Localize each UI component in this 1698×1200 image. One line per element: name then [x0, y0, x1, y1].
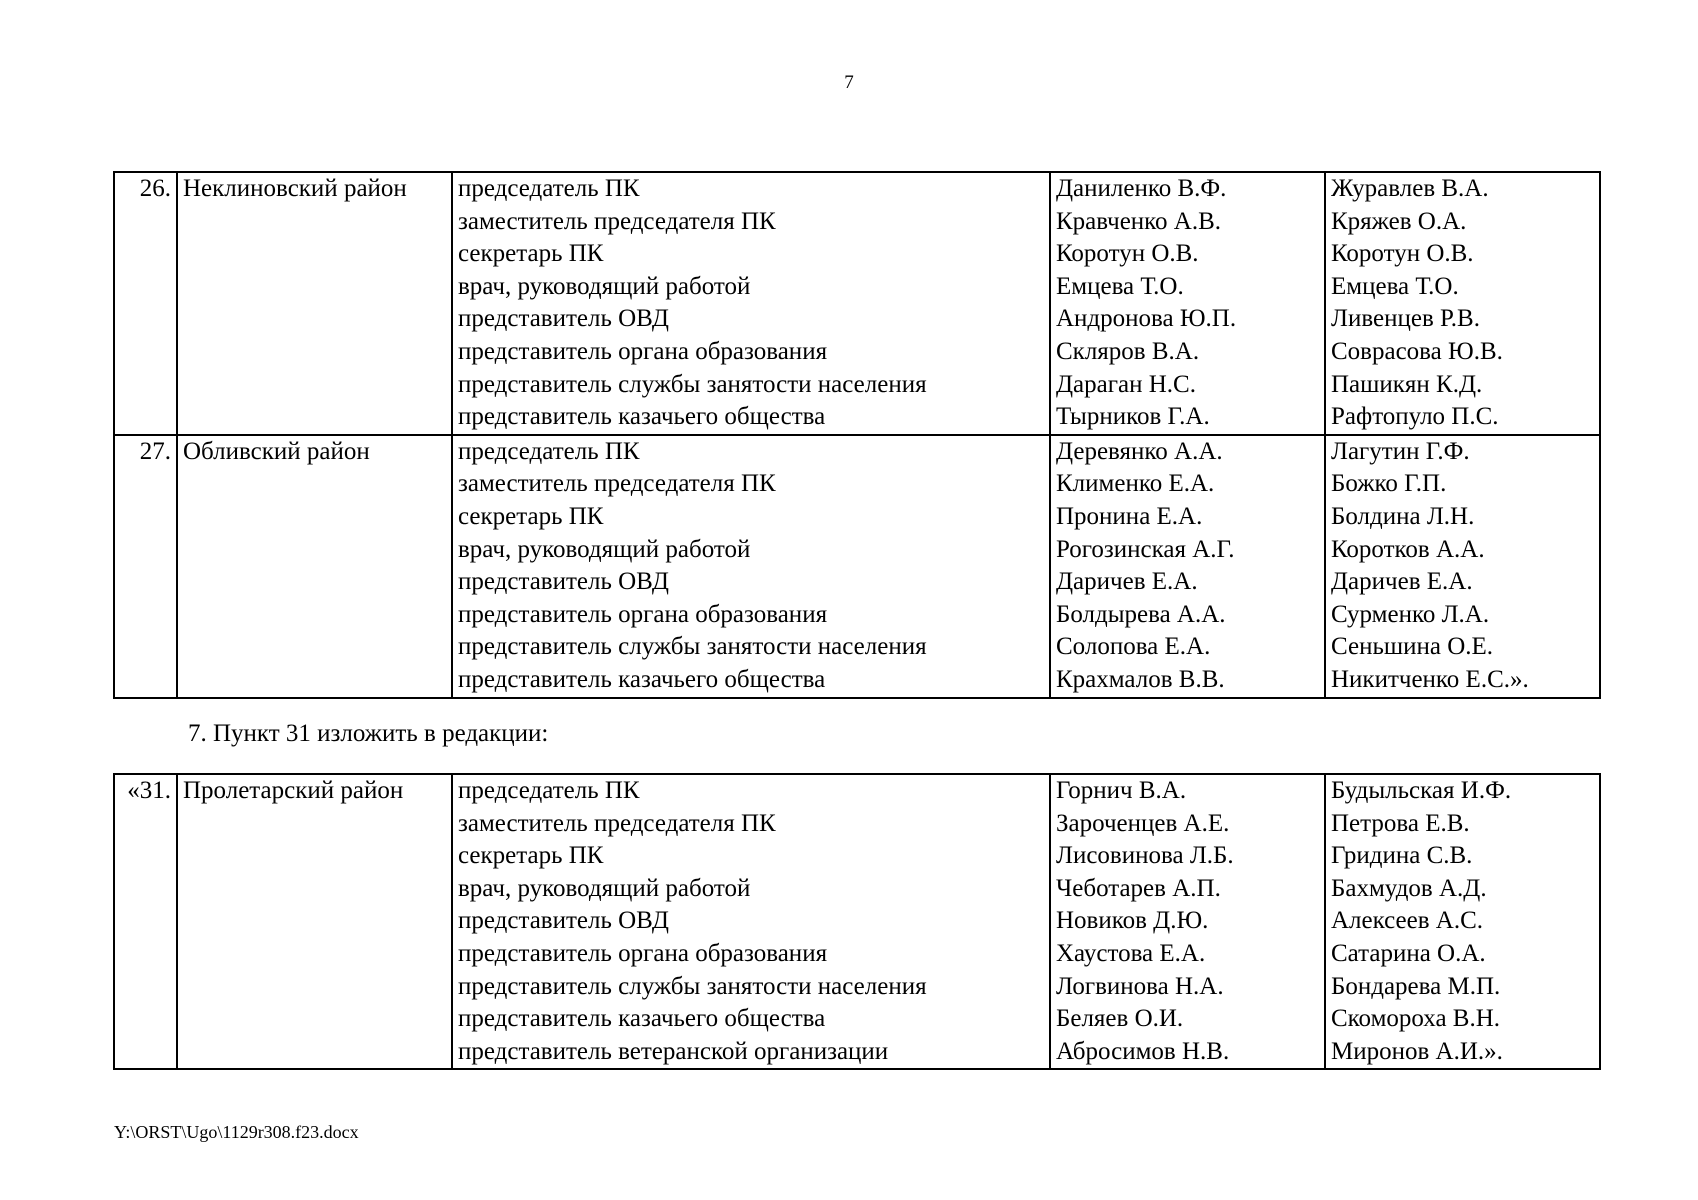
role-line: секретарь ПК [458, 502, 604, 530]
reserves-cell [1325, 774, 1600, 1069]
reserves-cell [1325, 435, 1600, 698]
table-row [114, 172, 1600, 435]
member-name: Абросимов Н.В. [1056, 1037, 1230, 1065]
row-number: 26. [114, 172, 177, 435]
role-line: представитель казачьего общества [458, 403, 826, 431]
member-name: Клименко Е.А. [1056, 470, 1215, 498]
role-line: представитель ветеранской организации [458, 1037, 889, 1065]
reserve-name: Коротков А.А. [1331, 535, 1485, 563]
role-line: заместитель председателя ПК [458, 809, 776, 837]
role-line: представитель ОВД [458, 907, 669, 935]
reserve-name: Лагутин Г.Ф. [1331, 437, 1470, 465]
role-line: представитель казачьего общества [458, 1005, 826, 1033]
role-line: заместитель председателя ПК [458, 207, 776, 235]
role-line: представитель органа образования [458, 600, 828, 628]
roles-cell [452, 435, 1050, 698]
member-name: Даричев Е.А. [1056, 568, 1198, 596]
members-cell [1050, 435, 1325, 698]
member-name: Беляев О.И. [1056, 1005, 1184, 1033]
role-line: представитель службы занятости населения [458, 370, 927, 398]
role-line: председатель ПК [458, 437, 640, 465]
table-row [114, 435, 1600, 698]
reserve-name: Ливенцев Р.В. [1331, 305, 1480, 333]
reserve-name: Алексеев А.С. [1331, 907, 1484, 935]
role-line: секретарь ПК [458, 240, 604, 268]
role-line: врач, руководящий работой [458, 535, 751, 563]
member-name: Тырников Г.А. [1056, 403, 1210, 431]
footer-file-path: Y:\ORST\Ugo\1129r308.f23.docx [114, 1122, 359, 1142]
page-number: 7 [844, 72, 854, 93]
member-name: Логвинова Н.А. [1056, 972, 1224, 1000]
reserve-name: Журавлев В.А. [1331, 175, 1489, 202]
member-name: Даниленко В.Ф. [1056, 175, 1227, 202]
member-name: Емцева Т.О. [1056, 272, 1184, 300]
reserve-name: Пашикян К.Д. [1331, 370, 1483, 398]
members-cell [1050, 774, 1325, 1069]
member-name: Дараган Н.С. [1056, 370, 1196, 398]
reserve-name: Сурменко Л.А. [1331, 600, 1490, 628]
district-name: Пролетарский район [177, 774, 452, 1069]
reserve-name: Скомороха В.Н. [1331, 1005, 1501, 1033]
role-line: представитель казачьего общества [458, 665, 826, 693]
roles-cell [452, 172, 1050, 435]
member-name: Болдырева А.А. [1056, 600, 1226, 628]
role-line: представитель ОВД [458, 568, 669, 596]
reserve-name: Божко Г.П. [1331, 470, 1447, 498]
role-line: врач, руководящий работой [458, 874, 751, 902]
reserves-cell [1325, 172, 1600, 435]
member-name: Горнич В.А. [1056, 777, 1187, 804]
commission-table-a [113, 171, 1601, 699]
reserve-name: Петрова Е.В. [1331, 809, 1470, 837]
reserve-name: Коротун О.В. [1331, 240, 1474, 268]
reserve-name: Болдина Л.Н. [1331, 502, 1475, 530]
members-cell [1050, 172, 1325, 435]
member-name: Чеботарев А.П. [1056, 874, 1221, 902]
role-line: заместитель председателя ПК [458, 470, 776, 498]
district-name: Обливский район [177, 435, 452, 698]
member-name: Пронина Е.А. [1056, 502, 1203, 530]
member-name: Хаустова Е.А. [1056, 939, 1206, 967]
reserve-name: Бахмудов А.Д. [1331, 874, 1487, 902]
reserve-name: Сеньшина О.Е. [1331, 633, 1494, 661]
member-name: Солопова Е.А. [1056, 633, 1211, 661]
commission-table-b [113, 773, 1601, 1070]
member-name: Крахмалов В.В. [1056, 665, 1225, 693]
role-line: представитель ОВД [458, 305, 669, 333]
reserve-name: Кряжев О.А. [1331, 207, 1467, 235]
table-row [114, 774, 1600, 1069]
member-name: Коротун О.В. [1056, 240, 1199, 268]
reserve-name: Соврасова Ю.В. [1331, 337, 1503, 365]
reserve-name: Емцева Т.О. [1331, 272, 1459, 300]
reserve-name: Миронов А.И.». [1331, 1037, 1503, 1065]
reserve-name: Даричев Е.А. [1331, 568, 1473, 596]
member-name: Деревянко А.А. [1056, 437, 1223, 465]
member-name: Андронова Ю.П. [1056, 305, 1237, 333]
member-name: Кравченко А.В. [1056, 207, 1222, 235]
role-line: представитель службы занятости населения [458, 633, 927, 661]
member-name: Рогозинская А.Г. [1056, 535, 1235, 563]
reserve-name: Никитченко Е.С.». [1331, 665, 1529, 693]
member-name: Скляров В.А. [1056, 337, 1200, 365]
role-line: представитель органа образования [458, 939, 828, 967]
role-line: секретарь ПК [458, 842, 604, 870]
member-name: Лисовинова Л.Б. [1056, 842, 1234, 870]
reserve-name: Будыльская И.Ф. [1331, 777, 1512, 804]
district-name: Неклиновский район [177, 172, 452, 435]
reserve-name: Гридина С.В. [1331, 842, 1473, 870]
role-line: представитель службы занятости населения [458, 972, 927, 1000]
role-line: председатель ПК [458, 175, 640, 202]
reserve-name: Сатарина О.А. [1331, 939, 1486, 967]
role-line: представитель органа образования [458, 337, 828, 365]
role-line: председатель ПК [458, 777, 640, 804]
reserve-name: Бондарева М.П. [1331, 972, 1501, 1000]
amendment-item-text: 7. Пункт 31 изложить в редакции: [188, 720, 549, 747]
row-number: 27. [114, 435, 177, 698]
member-name: Зароченцев А.Е. [1056, 809, 1230, 837]
roles-cell [452, 774, 1050, 1069]
reserve-name: Рафтопуло П.С. [1331, 403, 1499, 431]
role-line: врач, руководящий работой [458, 272, 751, 300]
member-name: Новиков Д.Ю. [1056, 907, 1209, 935]
row-number: «31. [114, 774, 177, 1069]
